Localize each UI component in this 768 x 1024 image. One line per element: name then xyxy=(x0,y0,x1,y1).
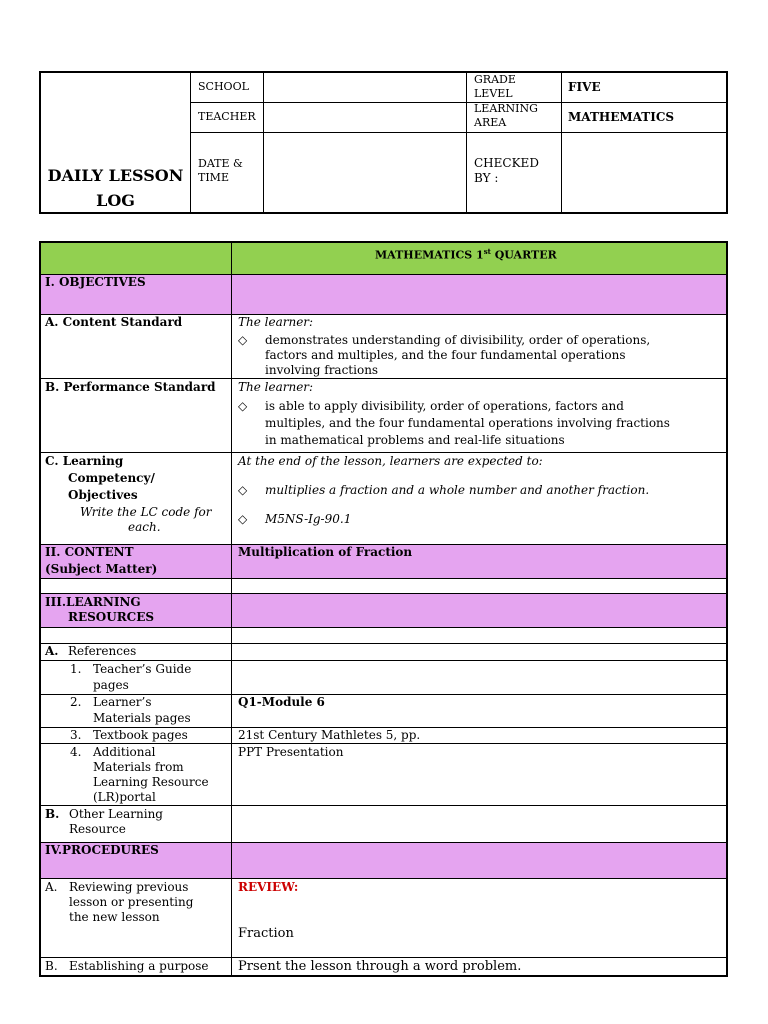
content-standard-line: involving fractions xyxy=(265,363,379,377)
divider xyxy=(231,242,232,976)
diamond-bullet-icon: ◇ xyxy=(238,483,248,497)
review-heading: REVIEW: xyxy=(238,880,299,894)
resources-label: RESOURCES xyxy=(68,610,155,624)
competency-label: Objectives xyxy=(68,488,138,502)
divider xyxy=(40,660,727,661)
content-label: (Subject Matter) xyxy=(45,562,158,576)
purpose-value: Prsent the lesson through a word problem. xyxy=(238,959,522,974)
other-letter: B. xyxy=(45,807,60,821)
divider xyxy=(263,72,264,213)
other-label: Resource xyxy=(69,822,126,836)
purpose-letter: B. xyxy=(45,959,58,973)
lm-num: 2. xyxy=(70,695,82,709)
divider xyxy=(40,643,727,644)
lm-value: Q1-Module 6 xyxy=(238,695,325,709)
divider xyxy=(40,957,727,958)
divider xyxy=(190,102,727,103)
am-label: Additional xyxy=(93,745,156,759)
divider xyxy=(40,452,727,453)
performance-standard-line: multiples, and the four fundamental operations involving fractions xyxy=(265,416,670,430)
school-label: SCHOOL xyxy=(198,80,249,93)
page-title: DAILY LESSON LOG xyxy=(47,166,184,210)
divider xyxy=(466,72,467,213)
area-label: LEARNING AREA xyxy=(474,102,538,129)
grade-label: GRADE LEVEL xyxy=(474,73,516,100)
am-label: Materials from xyxy=(93,760,184,774)
divider xyxy=(40,378,727,379)
competency-code: M5NS-Ig-90.1 xyxy=(265,512,352,526)
lm-label: Learner’s xyxy=(93,695,152,709)
checked-label: CHECKED BY : xyxy=(474,156,539,185)
purpose-label: Establishing a purpose xyxy=(69,959,209,973)
content-standard-label: A. Content Standard xyxy=(45,315,183,329)
review-label: the new lesson xyxy=(69,910,160,924)
performance-standard-label: B. Performance Standard xyxy=(45,380,216,394)
lm-label: Materials pages xyxy=(93,711,191,725)
tb-label: Textbook pages xyxy=(93,728,188,742)
tb-num: 3. xyxy=(70,728,82,742)
references-letter: A. xyxy=(45,644,59,658)
area-value[interactable]: MATHEMATICS xyxy=(568,110,675,124)
content-label: II. CONTENT xyxy=(45,545,134,559)
other-label: Other Learning xyxy=(69,807,163,821)
review-letter: A. xyxy=(45,880,58,894)
date-label: DATE & TIME xyxy=(198,157,243,184)
references-label: References xyxy=(68,644,137,658)
competency-item: multiplies a fraction and a whole number and another fraction. xyxy=(265,483,650,497)
objectives-heading: I. OBJECTIVES xyxy=(45,275,146,289)
am-label: Learning Resource xyxy=(93,775,209,789)
diamond-bullet-icon: ◇ xyxy=(238,399,248,413)
divider xyxy=(561,72,562,213)
content-standard-intro: The learner: xyxy=(238,315,314,329)
diamond-bullet-icon: ◇ xyxy=(238,512,248,526)
competency-intro: At the end of the lesson, learners are expected to: xyxy=(238,454,543,468)
teacher-label: TEACHER xyxy=(198,110,256,123)
divider xyxy=(40,593,727,594)
tg-label: Teacher’s Guide xyxy=(93,662,192,676)
quarter-heading: MATHEMATICS 1st QUARTER xyxy=(375,247,557,262)
divider xyxy=(40,578,727,579)
performance-standard-intro: The learner: xyxy=(238,380,314,394)
content-value: Multiplication of Fraction xyxy=(238,545,413,559)
divider xyxy=(40,627,727,628)
tb-value: 21st Century Mathletes 5, pp. xyxy=(238,728,421,742)
performance-standard-line: in mathematical problems and real-life situations xyxy=(265,433,565,447)
content-standard-line: factors and multiples, and the four fundamental operations xyxy=(265,348,626,362)
procedures-heading: IV.PROCEDURES xyxy=(45,843,159,857)
divider xyxy=(40,805,727,806)
content-standard-line: demonstrates understanding of divisibility, order of operations, xyxy=(265,333,651,347)
performance-standard-line: is able to apply divisibility, order of operations, factors and xyxy=(265,399,624,413)
am-label: (LR)portal xyxy=(93,790,156,804)
review-value: Fraction xyxy=(238,926,294,941)
competency-label: C. Learning xyxy=(45,454,124,468)
divider xyxy=(190,132,727,133)
competency-note: each. xyxy=(128,520,161,534)
review-label: Reviewing previous xyxy=(69,880,189,894)
resources-label: III.LEARNING xyxy=(45,595,141,609)
competency-label: Competency/ xyxy=(68,471,155,485)
diamond-bullet-icon: ◇ xyxy=(238,333,248,347)
am-num: 4. xyxy=(70,745,82,759)
divider xyxy=(190,72,191,213)
grade-value[interactable]: FIVE xyxy=(568,80,601,94)
review-label: lesson or presenting xyxy=(69,895,194,909)
am-value: PPT Presentation xyxy=(238,745,344,759)
tg-num: 1. xyxy=(70,662,82,676)
divider xyxy=(40,743,727,744)
tg-label: pages xyxy=(93,678,129,692)
divider xyxy=(40,878,727,879)
competency-note: Write the LC code for xyxy=(80,505,212,519)
